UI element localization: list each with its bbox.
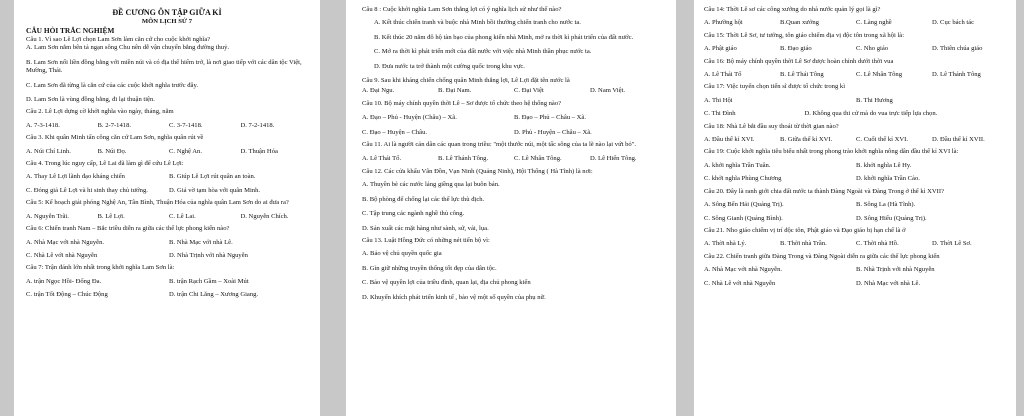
answer-option: A. trận Ngọc Hồi- Đống Đa. <box>26 277 102 285</box>
answer-option: D. 7-2-1418. <box>240 121 275 129</box>
answer-option: C. Lam Sơn đã từng là căn cứ của các cuộc khởi nghĩa trước đây. <box>26 81 198 89</box>
answer-option: C. trận Tốt Động – Chúc Động <box>26 291 108 299</box>
answer-option: A. khởi nghĩa Trần Tuân. <box>704 161 771 169</box>
answer-option: D. Lê Thánh Tông <box>932 71 981 79</box>
answer-option: B. Giữa thế kỉ XVI. <box>780 136 833 144</box>
answer-option: A. Nhà Mạc với nhà Nguyễn. <box>26 238 105 246</box>
answer-option: B. khởi nghĩa Lê Hy. <box>856 161 912 169</box>
answer-option: C. Lê Lai. <box>169 212 196 220</box>
answer-option: C. Nho giáo <box>856 45 889 53</box>
question-13 <box>362 237 662 302</box>
answer-option: A. 7-3-1418. <box>26 121 60 129</box>
question-17 <box>704 83 1004 118</box>
answer-option: A. Phật giáo <box>704 45 737 53</box>
question-text: Câu 8 : Cuộc khởi nghĩa Lam Sơn thắng lợi có ý nghĩa lịch sử như thế nào? <box>362 6 562 13</box>
answer-option: D. Thiên chúa giáo <box>932 45 983 53</box>
question-text: Câu 19: Cuộc khởi nghĩa tiêu biểu nhất trong phong trào khởi nghĩa nông dân đầu thế kỉ XVI là: <box>704 148 959 156</box>
document-page-3 <box>694 0 1016 416</box>
answer-option: B. Lê Thái Tông <box>780 71 824 79</box>
question-text: Câu 7: Trận đánh lớn nhất trong khởi nghĩa Lam Sơn là: <box>26 264 175 272</box>
answer-option: B. Bộ phòng để chống lại các thế lực thù địch. <box>362 195 485 203</box>
question-text: Câu 1. Vì sao Lê Lợi chọn Lam Sơn làm căn cứ cho cuộc khởi nghĩa? <box>26 36 211 43</box>
answer-option: D. trận Chi Lăng – Xương Giang. <box>169 291 259 299</box>
answer-option: D. Phủ - Huyện – Châu – Xã. <box>514 128 592 136</box>
answer-option: C. Thời nhà Hồ. <box>856 240 899 248</box>
answer-option: D. Giả vờ tạm hòa với quân Minh. <box>169 186 261 194</box>
question-6 <box>26 225 308 260</box>
question-text: Câu 18: Nhà Lê bắt đầu suy thoái từ thời gian nào? <box>704 122 839 130</box>
answer-option: A. Núi Chí Linh. <box>26 147 71 155</box>
question-20 <box>704 188 1004 223</box>
answer-option: B. Gìn giữ những truyền thống tốt đẹp của dân tộc. <box>362 264 497 272</box>
question-text: Câu 15: Thời Lê Sơ, tư tưởng, tôn giáo chiếm địa vị độc tôn trong xã hội là: <box>704 31 905 39</box>
question-text: Câu 14: Thời Lê sơ các công xưởng do nhà nước quản lý gọi là gì? <box>704 6 881 13</box>
answer-option: D. khởi nghĩa Trần Cảo. <box>856 175 920 183</box>
answer-option: C. Đóng giả Lê Lợi và hi sinh thay chủ tướng. <box>26 186 148 194</box>
question-22 <box>704 253 1004 288</box>
answer-option: B. Nhà Mạc với nhà Lê. <box>169 238 233 246</box>
answer-option: A. Thi Hội <box>704 96 733 104</box>
answer-option: A. Bảo vệ chủ quyền quốc gia <box>362 250 442 258</box>
answer-option: C. Tập trung các ngành nghề thủ công. <box>362 210 465 218</box>
answer-option: D. Đầu thế kỉ XVII. <box>932 136 985 144</box>
question-text: Câu 21. Nho giáo chiếm vị trí độc tôn, Phật giáo và Đạo giáo bị hạn chế là ở <box>704 226 906 234</box>
question-text: Câu 4. Trong lúc nguy cấp, Lê Lai đã làm gì để cứu Lê Lợi: <box>26 160 184 168</box>
document-page-1 <box>14 0 320 416</box>
answer-option: A. Đạo – Phủ - Huyện (Châu) – Xã. <box>362 114 457 122</box>
answer-option: D. Đưa nước ta trở thành một cường quốc trong khu vực. <box>374 62 525 70</box>
answer-option: B. Sông La (Hà Tĩnh). <box>856 201 916 209</box>
question-text: Câu 2. Lê Lợi dựng cờ khởi nghĩa vào ngày, tháng, năm <box>26 108 174 116</box>
section-heading: CÂU HỎI TRẮC NGHIỆM <box>26 26 115 35</box>
question-16 <box>704 58 1004 80</box>
answer-option: B. 2-7-1418. <box>97 121 132 129</box>
question-21 <box>704 227 1004 249</box>
answer-option: B. Lam Sơn nối liền đồng bằng với miền núi và có địa thế hiểm trở, là nơi giao tiếp với các dân tộc Việt, Mường, Thái. <box>26 58 302 75</box>
question-text: Câu 6: Chiến tranh Nam – Bắc triều diễn ra giữa các thế lực phong kiến nào? <box>26 225 230 233</box>
question-text: Câu 22. Chiến tranh giữa Đàng Trong và Đàng Ngoài diễn ra giữa các thế lực phong kiến <box>704 252 940 260</box>
answer-option: B. Đạo – Phủ – Châu – Xã. <box>514 114 586 122</box>
answer-option: B. Đại Nam. <box>438 87 472 95</box>
answer-option: B. Giúp Lê Lợi rút quân an toàn. <box>169 173 256 181</box>
question-14 <box>704 6 1004 28</box>
answer-option: A. Thời nhà Lý. <box>704 240 747 248</box>
answer-option: C. Thi Đình <box>704 110 736 118</box>
document-subtitle: MÔN LỊCH SỬ 7 <box>141 18 193 25</box>
answer-option: B. Thi Hương <box>856 96 893 104</box>
answer-option: A. Lam Sơn nằm bên tả ngạn sông Chu nên dễ vận chuyển bằng đường thuỷ. <box>26 44 230 52</box>
answer-option: B.Quan xưởng <box>780 19 819 27</box>
answer-option: D. Khuyến khích phát triển kinh tế , bảo vệ một số quyền của phụ nữ. <box>362 293 546 301</box>
question-text: Câu 13. Luật Hồng Đức có những nét tiến bộ vì: <box>362 236 490 244</box>
question-text: Câu 12. Các cửa khẩu Vân Đồn, Vạn Ninh (Quảng Ninh), Hội Thống ( Hà Tĩnh) là nơi: <box>362 167 593 175</box>
answer-option: A. Thuyền bè các nước láng giềng qua lại buôn bán. <box>362 181 500 189</box>
question-text: Câu 9. Sau khi kháng chiến chống quân Minh thắng lợi, Lê Lợi đặt tên nước là <box>362 77 570 85</box>
question-text: Câu 17: Việc tuyển chọn tiến sĩ được tổ chức trong kì <box>704 83 846 91</box>
answer-option: D. Cục bách tác <box>932 19 975 27</box>
answer-option: C. Nghệ An. <box>169 147 202 155</box>
answer-option: D. Thời Lê Sơ. <box>932 240 972 248</box>
question-15 <box>704 32 1004 54</box>
answer-option: D. Nhà Mạc với nhà Lê. <box>856 279 921 287</box>
answer-option: D. Lê Hiển Tông. <box>590 155 637 163</box>
answer-option: A. Sông Bến Hải (Quảng Trị). <box>704 201 784 209</box>
question-text: Câu 20. Đây là ranh giới chia đất nước ta thành Đàng Ngoài và Đàng Trong ở thế kỉ XVII? <box>704 187 944 195</box>
question-5 <box>26 199 308 221</box>
question-text: Câu 10. Bộ máy chính quyền thời Lê – Sơ được tổ chức theo hệ thống nào? <box>362 99 562 107</box>
answer-option: B. Kết thúc 20 năm đô hộ tàn bạo của phong kiến nhà Minh, mở ra thời kì phát triển của đất nước. <box>374 33 634 41</box>
question-8 <box>362 6 662 71</box>
answer-option: B. Lê Thánh Tông. <box>438 155 489 163</box>
answer-option: C. Nhà Lê với nhà Nguyễn <box>26 251 98 259</box>
question-9 <box>362 77 662 96</box>
question-text: Câu 11. Ai là người cản dân các quan trong triều: "một thước núi, một tấc sông của ta lẽ nào lại vứt bỏ". <box>362 141 637 149</box>
question-4 <box>26 160 308 195</box>
answer-option: D. Thuận Hóa <box>240 147 278 155</box>
answer-option: A. Phường hội <box>704 19 743 27</box>
answer-option: A. Nhà Mạc với nhà Nguyễn. <box>704 266 783 274</box>
answer-option: C. Mở ra thời kì phát triển mới của đất nước với việc nhà Minh thần phục nước ta. <box>374 48 592 56</box>
answer-option: C. Cuối thế kỉ XVI. <box>856 136 909 144</box>
answer-option: A. Đầu thế kỉ XVI. <box>704 136 755 144</box>
answer-option: D. Nguyễn Chích. <box>240 212 289 220</box>
answer-option: A. Kết thúc chiến tranh và buộc nhà Minh bồi thường chiến tranh cho nước ta. <box>374 19 581 27</box>
answer-option: B. Lê Lợi. <box>97 212 125 220</box>
answer-option: C. Bảo vệ quyền lợi của triều đình, quan lại, địa chủ phong kiến <box>362 279 531 287</box>
answer-option: C. Lê Nhân Tông. <box>514 155 562 163</box>
answer-option: B. Thời nhà Trần. <box>780 240 827 248</box>
answer-option: C. Lê Nhân Tông <box>856 71 903 79</box>
question-text: Câu 3. Khi quân Minh tấn công căn cứ Lam Sơn, nghĩa quân rút về <box>26 134 204 142</box>
question-19 <box>704 148 1004 183</box>
answer-option: A. Nguyễn Trãi. <box>26 212 69 220</box>
answer-option: B. Núi Đọ. <box>97 147 127 155</box>
answer-option: B. Đạo giáo <box>780 45 812 53</box>
answer-option: C. Đạo – Huyện – Châu. <box>362 128 428 136</box>
document-page-2 <box>346 0 676 416</box>
answer-option: A. Lê Thái Tổ. <box>362 155 402 163</box>
answer-option: B. Nhà Trịnh với nhà Nguyễn <box>856 266 935 274</box>
question-18 <box>704 123 1004 145</box>
question-12 <box>362 168 662 233</box>
answer-option: C. Làng nghề <box>856 19 892 27</box>
question-text: Câu 16: Bộ máy chính quyền thời Lê Sơ được hoàn chỉnh dưới thời vua <box>704 57 894 65</box>
document-title: ĐỀ CƯƠNG ÔN TẬP GIỮA KÌ <box>112 8 222 17</box>
answer-option: C. khởi nghĩa Phùng Chương <box>704 175 782 183</box>
question-7 <box>26 264 308 299</box>
answer-option: A. Thay Lê Lợi lãnh đạo kháng chiến <box>26 173 125 181</box>
answer-option: D. Sông Hiếu (Quảng Trị). <box>856 214 927 222</box>
answer-option: C. 3-7-1418. <box>169 121 203 129</box>
answer-option: D. Không qua thi cử mà do vua trực tiếp lựa chọn. <box>804 110 938 118</box>
answer-option: D. Nhà Trịnh với nhà Nguyễn <box>169 251 248 259</box>
answer-option: B. trận Rạch Gầm – Xoài Mút <box>169 277 249 285</box>
answer-option: C. Nhà Lê với nhà Nguyễn <box>704 279 776 287</box>
answer-option: C. Đại Việt <box>514 87 544 95</box>
question-11 <box>362 141 662 164</box>
question-2 <box>26 108 308 130</box>
answer-option: D. Nam Việt. <box>590 87 626 95</box>
question-1 <box>26 36 308 104</box>
answer-option: C. Sông Gianh (Quảng Bình). <box>704 214 783 222</box>
answer-option: D. Sản xuất các mặt hàng như sành, sứ, vải, lụa. <box>362 224 489 232</box>
question-10 <box>362 100 662 137</box>
answer-option: A. Đại Ngu. <box>362 87 395 95</box>
answer-option: D. Lam Sơn là vùng đồng bằng, đi lại thuận tiện. <box>26 96 155 104</box>
answer-option: A. Lê Thái Tổ <box>704 71 742 79</box>
question-text: Câu 5: Kế hoạch giải phóng Nghệ An, Tân Bình, Thuận Hóa của nghĩa quân Lam Sơn do ai đưa ra? <box>26 199 289 207</box>
question-3 <box>26 134 308 156</box>
